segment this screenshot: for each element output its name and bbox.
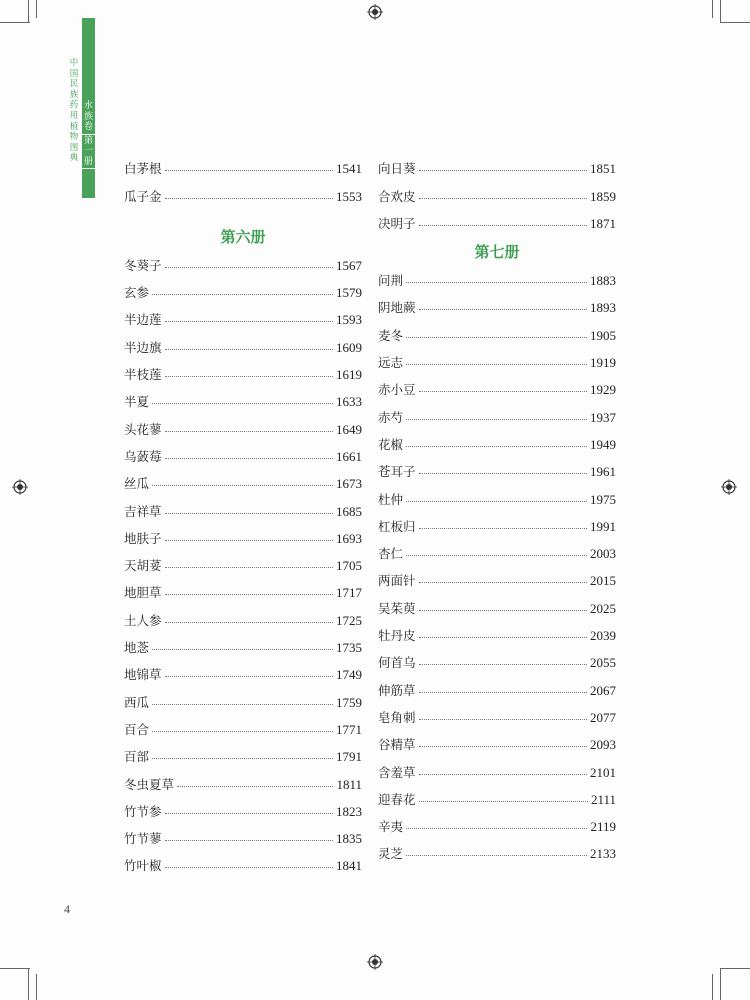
entry-page-number: 1759 <box>336 694 362 710</box>
entry-title: 灵芝 <box>378 846 404 862</box>
entry-page-number: 1579 <box>336 285 362 301</box>
crop-mark-top-left <box>28 0 29 22</box>
entry-title: 半夏 <box>124 394 150 410</box>
entry-title: 地胆草 <box>124 585 162 601</box>
toc-entry[interactable] <box>124 765 362 792</box>
toc-entry[interactable] <box>378 781 616 808</box>
toc-entry[interactable] <box>378 617 616 644</box>
dot-leader <box>419 528 587 529</box>
dot-leader <box>419 719 587 720</box>
dot-leader <box>406 855 587 856</box>
toc-entry[interactable] <box>124 177 362 204</box>
registration-mark-icon <box>367 954 383 970</box>
dot-leader <box>165 813 333 814</box>
dot-leader <box>165 458 333 459</box>
entry-title: 问荆 <box>378 273 404 289</box>
entry-page-number: 1771 <box>336 721 362 737</box>
entry-page-number: 1619 <box>336 367 362 383</box>
toc-entry[interactable] <box>124 383 362 410</box>
entry-page-number: 2101 <box>590 764 616 780</box>
toc-entry[interactable] <box>124 820 362 847</box>
entry-page-number: 1593 <box>336 312 362 328</box>
toc-entry[interactable] <box>378 453 616 480</box>
entry-title: 阴地蕨 <box>378 300 416 316</box>
entry-page-number: 1735 <box>336 640 362 656</box>
entry-page-number: 1685 <box>336 503 362 519</box>
toc-entry[interactable] <box>378 644 616 671</box>
toc-entry[interactable] <box>378 150 616 177</box>
dot-leader <box>177 786 333 787</box>
entry-page-number: 1673 <box>336 476 362 492</box>
toc-entry[interactable] <box>378 316 616 343</box>
dot-leader <box>419 746 587 747</box>
entry-page-number: 2093 <box>590 737 616 753</box>
dot-leader <box>165 540 333 541</box>
dot-leader <box>165 867 333 868</box>
entry-title: 丝瓜 <box>124 476 150 492</box>
toc-entry[interactable] <box>124 520 362 547</box>
toc-entry[interactable] <box>378 535 616 562</box>
toc-entry[interactable] <box>378 371 616 398</box>
dot-leader <box>165 676 333 677</box>
registration-mark-icon <box>12 479 28 495</box>
toc-entry[interactable] <box>124 274 362 301</box>
dot-leader <box>419 664 587 665</box>
entry-page-number: 2111 <box>590 791 616 807</box>
entry-page-number: 1693 <box>336 530 362 546</box>
volume-label: 水族卷 <box>82 100 95 135</box>
dot-leader <box>419 801 588 802</box>
entry-title: 杜仲 <box>378 491 404 507</box>
toc-entry[interactable] <box>378 726 616 753</box>
toc-entry[interactable] <box>378 426 616 453</box>
toc-entry[interactable] <box>124 356 362 383</box>
toc-entry[interactable] <box>378 589 616 616</box>
section-title: 第六册 <box>220 227 266 246</box>
entry-title: 伸筋草 <box>378 682 416 698</box>
registration-mark-icon <box>721 479 737 495</box>
entry-title: 迎春花 <box>378 791 416 807</box>
entry-title: 两面针 <box>378 573 416 589</box>
dot-leader <box>406 419 587 420</box>
dot-leader <box>165 198 333 199</box>
entry-title: 麦冬 <box>378 327 404 343</box>
entry-page-number: 1975 <box>590 491 616 507</box>
dot-leader <box>165 840 333 841</box>
page-number: 4 <box>64 902 70 916</box>
entry-title: 向日葵 <box>378 161 416 177</box>
crop-mark-bottom-right <box>720 968 721 1000</box>
dot-leader <box>406 337 587 338</box>
dot-leader <box>419 774 587 775</box>
entry-page-number: 2077 <box>590 709 616 725</box>
dot-leader <box>165 321 333 322</box>
toc-entry[interactable] <box>124 438 362 465</box>
dot-leader <box>406 828 587 829</box>
entry-title: 冬葵子 <box>124 257 162 273</box>
dot-leader <box>165 431 333 432</box>
entry-title: 半边莲 <box>124 312 162 328</box>
toc-entry[interactable] <box>378 480 616 507</box>
entry-title: 辛夷 <box>378 819 404 835</box>
toc-entry[interactable] <box>378 398 616 425</box>
entry-title: 半枝莲 <box>124 367 162 383</box>
entry-page-number: 1633 <box>336 394 362 410</box>
toc-entry[interactable] <box>378 699 616 726</box>
crop-mark-bottom-right <box>720 968 750 969</box>
entry-page-number: 1905 <box>590 327 616 343</box>
entry-title: 乌蔹莓 <box>124 448 162 464</box>
dot-leader <box>406 446 587 447</box>
entry-title: 合欢皮 <box>378 188 416 204</box>
entry-page-number: 2067 <box>590 682 616 698</box>
section-title: 第七册 <box>474 242 520 261</box>
toc-entry[interactable] <box>378 753 616 780</box>
entry-page-number: 1893 <box>590 300 616 316</box>
entry-page-number: 1859 <box>590 188 616 204</box>
toc-entry[interactable] <box>124 247 362 274</box>
dot-leader <box>152 649 333 650</box>
series-title: 中国民族药用植物图典 <box>69 58 79 164</box>
toc-entry[interactable] <box>124 656 362 683</box>
entry-page-number: 1725 <box>336 612 362 628</box>
entry-page-number: 2015 <box>590 573 616 589</box>
entry-title: 竹节蓼 <box>124 831 162 847</box>
entry-page-number: 1749 <box>336 667 362 683</box>
toc-right-column <box>378 150 616 862</box>
entry-page-number: 2133 <box>590 846 616 862</box>
entry-title: 牡丹皮 <box>378 628 416 644</box>
entry-page-number: 1609 <box>336 339 362 355</box>
dot-leader <box>165 594 333 595</box>
toc-entry[interactable] <box>378 808 616 835</box>
toc-entry[interactable] <box>378 177 616 204</box>
entry-page-number: 2025 <box>590 600 616 616</box>
entry-page-number: 1705 <box>336 558 362 574</box>
entry-title: 半边旗 <box>124 339 162 355</box>
toc-entry[interactable] <box>124 793 362 820</box>
toc-entry[interactable] <box>124 301 362 328</box>
toc-entry[interactable] <box>124 465 362 492</box>
entry-page-number: 1851 <box>590 161 616 177</box>
toc-entry[interactable] <box>124 601 362 628</box>
dot-leader <box>152 758 333 759</box>
dot-leader <box>406 364 587 365</box>
entry-page-number: 1949 <box>590 436 616 452</box>
dot-leader <box>165 622 333 623</box>
dot-leader <box>152 704 333 705</box>
dot-leader <box>152 731 333 732</box>
toc-entry[interactable] <box>124 410 362 437</box>
toc-entry[interactable] <box>124 711 362 738</box>
toc-entry[interactable] <box>378 205 616 232</box>
dot-leader <box>406 555 587 556</box>
entry-title: 土人参 <box>124 612 162 628</box>
dot-leader <box>406 282 587 283</box>
entry-title: 决明子 <box>378 215 416 231</box>
entry-title: 西瓜 <box>124 694 150 710</box>
book-label: 第一册 <box>82 135 95 170</box>
entry-title: 何首乌 <box>378 655 416 671</box>
crop-mark-top-left <box>36 0 37 18</box>
entry-title: 竹叶椒 <box>124 858 162 874</box>
toc-entry[interactable] <box>124 574 362 601</box>
entry-title: 花椒 <box>378 436 404 452</box>
dot-leader <box>406 501 587 502</box>
entry-title: 白茅根 <box>124 161 162 177</box>
dot-leader <box>419 637 587 638</box>
toc-entry[interactable] <box>378 671 616 698</box>
toc-left-column <box>124 150 362 874</box>
toc-entry[interactable] <box>378 562 616 589</box>
entry-page-number: 1871 <box>590 215 616 231</box>
entry-page-number: 1883 <box>590 273 616 289</box>
entry-title: 远志 <box>378 355 404 371</box>
toc-entry[interactable] <box>378 289 616 316</box>
entry-page-number: 1961 <box>590 464 616 480</box>
dot-leader <box>165 267 333 268</box>
toc-entry[interactable] <box>124 738 362 765</box>
toc-entry[interactable] <box>378 835 616 862</box>
entry-title: 吴茱萸 <box>378 600 416 616</box>
entry-page-number: 2003 <box>590 546 616 562</box>
dot-leader <box>419 582 587 583</box>
dot-leader <box>419 692 587 693</box>
dot-leader <box>419 198 587 199</box>
toc-entry[interactable] <box>124 492 362 519</box>
entry-page-number: 1937 <box>590 409 616 425</box>
dot-leader <box>419 610 587 611</box>
entry-title: 杠板归 <box>378 518 416 534</box>
crop-mark-bottom-left <box>0 968 30 969</box>
entry-page-number: 1791 <box>336 749 362 765</box>
entry-title: 含羞草 <box>378 764 416 780</box>
entry-page-number: 2039 <box>590 628 616 644</box>
entry-page-number: 1823 <box>336 803 362 819</box>
toc-entry[interactable] <box>124 150 362 177</box>
entry-page-number: 1811 <box>336 776 362 792</box>
side-tab-labels <box>82 100 95 169</box>
toc-entry[interactable] <box>124 328 362 355</box>
dot-leader <box>165 567 333 568</box>
dot-leader <box>419 391 587 392</box>
dot-leader <box>419 309 587 310</box>
dot-leader <box>165 376 333 377</box>
entry-title: 玄参 <box>124 285 150 301</box>
crop-mark-bottom-left <box>36 974 37 1000</box>
toc-entry[interactable] <box>124 629 362 656</box>
entry-title: 天胡荽 <box>124 558 162 574</box>
dot-leader <box>152 403 333 404</box>
entry-title: 吉祥草 <box>124 503 162 519</box>
dot-leader <box>165 513 333 514</box>
entry-title: 苍耳子 <box>378 464 416 480</box>
toc-entry[interactable] <box>124 547 362 574</box>
entry-page-number: 1541 <box>336 161 362 177</box>
entry-title: 地肤子 <box>124 530 162 546</box>
entry-page-number: 2055 <box>590 655 616 671</box>
entry-title: 谷精草 <box>378 737 416 753</box>
entry-title: 冬虫夏草 <box>124 776 175 792</box>
toc-entry[interactable] <box>124 847 362 874</box>
crop-mark-top-left <box>0 22 30 23</box>
entry-page-number: 1567 <box>336 257 362 273</box>
crop-mark-top-right <box>720 22 750 23</box>
toc-entry[interactable] <box>378 262 616 289</box>
crop-mark-bottom-left <box>28 968 29 1000</box>
entry-title: 地菍 <box>124 640 150 656</box>
entry-page-number: 1661 <box>336 448 362 464</box>
entry-page-number: 1835 <box>336 831 362 847</box>
dot-leader <box>152 485 333 486</box>
entry-page-number: 1553 <box>336 188 362 204</box>
entry-page-number: 1841 <box>336 858 362 874</box>
entry-page-number: 1717 <box>336 585 362 601</box>
toc-entry[interactable] <box>378 344 616 371</box>
entry-page-number: 1929 <box>590 382 616 398</box>
entry-title: 竹节参 <box>124 803 162 819</box>
dot-leader <box>419 225 587 226</box>
entry-title: 地锦草 <box>124 667 162 683</box>
dot-leader <box>419 170 587 171</box>
toc-entry[interactable] <box>124 683 362 710</box>
entry-title: 瓜子金 <box>124 188 162 204</box>
entry-page-number: 1649 <box>336 421 362 437</box>
crop-mark-top-right <box>712 0 713 18</box>
entry-title: 赤小豆 <box>378 382 416 398</box>
entry-title: 杏仁 <box>378 546 404 562</box>
dot-leader <box>165 349 333 350</box>
entry-title: 皂角刺 <box>378 709 416 725</box>
dot-leader <box>152 294 333 295</box>
dot-leader <box>419 473 587 474</box>
crop-mark-bottom-right <box>712 974 713 1000</box>
crop-mark-top-right <box>720 0 721 22</box>
entry-title: 赤芍 <box>378 409 404 425</box>
registration-mark-icon <box>367 4 383 20</box>
toc-entry[interactable] <box>378 508 616 535</box>
entry-page-number: 1919 <box>590 355 616 371</box>
entry-title: 百部 <box>124 749 150 765</box>
dot-leader <box>165 170 333 171</box>
entry-page-number: 2119 <box>590 819 616 835</box>
entry-title: 百合 <box>124 721 150 737</box>
entry-title: 头花蓼 <box>124 421 162 437</box>
entry-page-number: 1991 <box>590 518 616 534</box>
